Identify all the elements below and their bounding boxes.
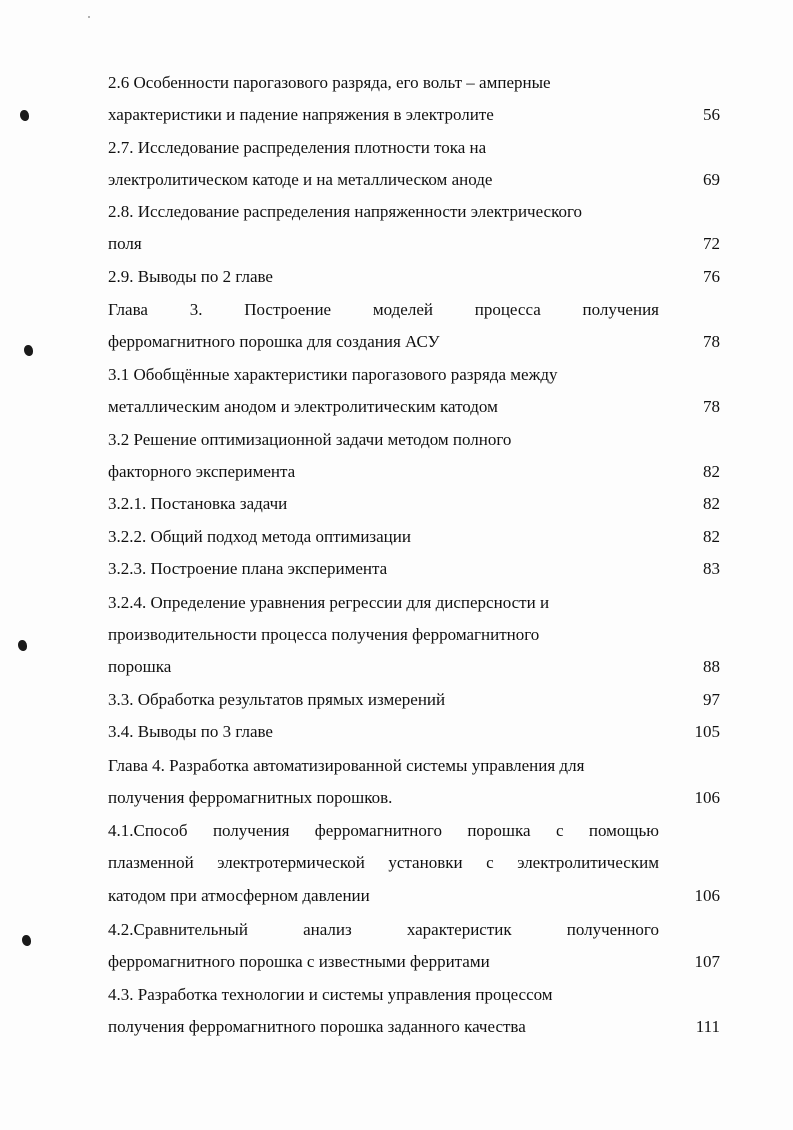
binding-mark	[18, 640, 27, 651]
toc-word: получения	[212, 821, 290, 840]
toc-entry-text: характеристики и падение напряжения в электролите	[108, 105, 494, 124]
toc-page-number: 82	[703, 527, 720, 546]
toc-entry-text: ферромагнитного порошка для создания АСУ	[108, 332, 440, 351]
toc-line	[108, 851, 720, 875]
toc-entry-text	[108, 918, 659, 942]
toc-line	[108, 720, 720, 744]
toc-page-number: 106	[694, 886, 720, 905]
toc-word: порошка	[467, 821, 531, 840]
toc-entry-text: 3.1 Обобщённые характеристики парогазового разряда между	[108, 365, 558, 384]
toc-entry-text: производительности процесса получения ферромагнитного	[108, 625, 540, 644]
toc-entry-text: металлическим анодом и электролитическим катодом	[108, 397, 498, 416]
toc-page-number: 83	[703, 559, 720, 578]
toc-entry-text	[108, 851, 659, 875]
scan-speck	[88, 16, 90, 18]
binding-mark	[22, 935, 31, 946]
toc-entry-text: 3.2.1. Постановка задачи	[108, 494, 288, 513]
toc-line	[108, 168, 720, 192]
toc-page-number: 78	[703, 397, 720, 416]
toc-word: полученного	[566, 920, 659, 939]
toc-page-number: 72	[703, 234, 720, 253]
toc-entry-text: 4.3. Разработка технологии и системы управления процессом	[108, 985, 553, 1004]
toc-line	[108, 884, 720, 908]
binding-mark	[24, 345, 33, 356]
toc-word: моделей	[372, 300, 433, 319]
toc-word: 4.2.Сравнительный	[108, 920, 248, 939]
toc-line	[108, 557, 720, 581]
toc-word: с	[555, 821, 564, 840]
toc-page-number: 88	[703, 657, 720, 676]
toc-entry-text: получения ферромагнитных порошков.	[108, 788, 393, 807]
toc-page-number: 97	[703, 690, 720, 709]
toc-entry-text: ферромагнитного порошка с известными ферритами	[108, 952, 490, 971]
toc-word: 4.1.Способ	[108, 821, 188, 840]
toc-entry-text: 2.6 Особенности парогазового разряда, его вольт – амперные	[108, 73, 551, 92]
toc-page-number: 82	[703, 462, 720, 481]
toc-line	[108, 591, 720, 615]
toc-page-number: 76	[703, 267, 720, 286]
toc-line	[108, 136, 720, 160]
toc-entry-text: получения ферромагнитного порошка заданного качества	[108, 1017, 526, 1036]
toc-entry-text: 2.9. Выводы по 2 главе	[108, 267, 273, 286]
toc-page-number: 69	[703, 170, 720, 189]
toc-line	[108, 103, 720, 127]
toc-line	[108, 1015, 720, 1039]
toc-word: процесса	[474, 300, 541, 319]
toc-entry-text: 3.2.2. Общий подход метода оптимизации	[108, 527, 411, 546]
toc-line	[108, 819, 720, 843]
toc-entry-text: электролитическом катоде и на металлическом аноде	[108, 170, 493, 189]
toc-entry-text: поля	[108, 234, 142, 253]
toc-entry-text: 2.8. Исследование распределения напряженности электрического	[108, 202, 583, 221]
toc-page-number: 105	[694, 722, 720, 741]
toc-line	[108, 395, 720, 419]
toc-entry-text: 3.2 Решение оптимизационной задачи методом полного	[108, 430, 512, 449]
toc-word: ферромагнитного	[314, 821, 442, 840]
toc-line	[108, 428, 720, 452]
toc-entry-text	[108, 298, 659, 322]
toc-word: электролитическим	[517, 853, 659, 872]
toc-line	[108, 232, 720, 256]
toc-word: установки	[388, 853, 463, 872]
toc-entry-text: порошка	[108, 657, 172, 676]
toc-page-number: 56	[703, 105, 720, 124]
toc-word: плазменной	[108, 853, 194, 872]
toc-line	[108, 918, 720, 942]
toc-word: анализ	[303, 920, 352, 939]
toc-word: 3.	[189, 300, 203, 319]
toc-line	[108, 200, 720, 224]
toc-page-number: 107	[694, 952, 720, 971]
toc-entry-text: 3.4. Выводы по 3 главе	[108, 722, 273, 741]
toc-page-number: 78	[703, 332, 720, 351]
toc-page-number: 111	[695, 1017, 720, 1036]
toc-page-number: 106	[694, 788, 720, 807]
toc-word: помощью	[588, 821, 659, 840]
toc-entry-text: факторного эксперимента	[108, 462, 296, 481]
toc-line	[108, 688, 720, 712]
toc-line	[108, 983, 720, 1007]
toc-entry-text: 3.3. Обработка результатов прямых измерений	[108, 690, 446, 709]
toc-line	[108, 298, 720, 322]
toc-word: электротермической	[217, 853, 365, 872]
toc-word: с	[486, 853, 494, 872]
toc-line	[108, 754, 720, 778]
toc-entry-text: 3.2.3. Построение плана эксперимента	[108, 559, 388, 578]
toc-line	[108, 623, 720, 647]
binding-mark	[20, 110, 29, 121]
toc-entry-text: Глава 4. Разработка автоматизированной системы управления для	[108, 756, 585, 775]
toc-line	[108, 786, 720, 810]
toc-entry-text	[108, 819, 659, 843]
toc-entry-text: 3.2.4. Определение уравнения регрессии для дисперсности и	[108, 593, 550, 612]
toc-line	[108, 363, 720, 387]
toc-word: Построение	[244, 300, 332, 319]
toc-word: характеристик	[406, 920, 512, 939]
toc-entry-text: 2.7. Исследование распределения плотности тока на	[108, 138, 487, 157]
toc-line	[108, 265, 720, 289]
toc-word: Глава	[108, 300, 148, 319]
toc-line	[108, 330, 720, 354]
toc-word: получения	[582, 300, 659, 319]
toc-line	[108, 950, 720, 974]
toc-line	[108, 655, 720, 679]
toc-line	[108, 460, 720, 484]
toc-line	[108, 525, 720, 549]
toc-entry-text: катодом при атмосферном давлении	[108, 886, 370, 905]
toc-line	[108, 492, 720, 516]
toc-page-number: 82	[703, 494, 720, 513]
toc-line	[108, 71, 720, 95]
